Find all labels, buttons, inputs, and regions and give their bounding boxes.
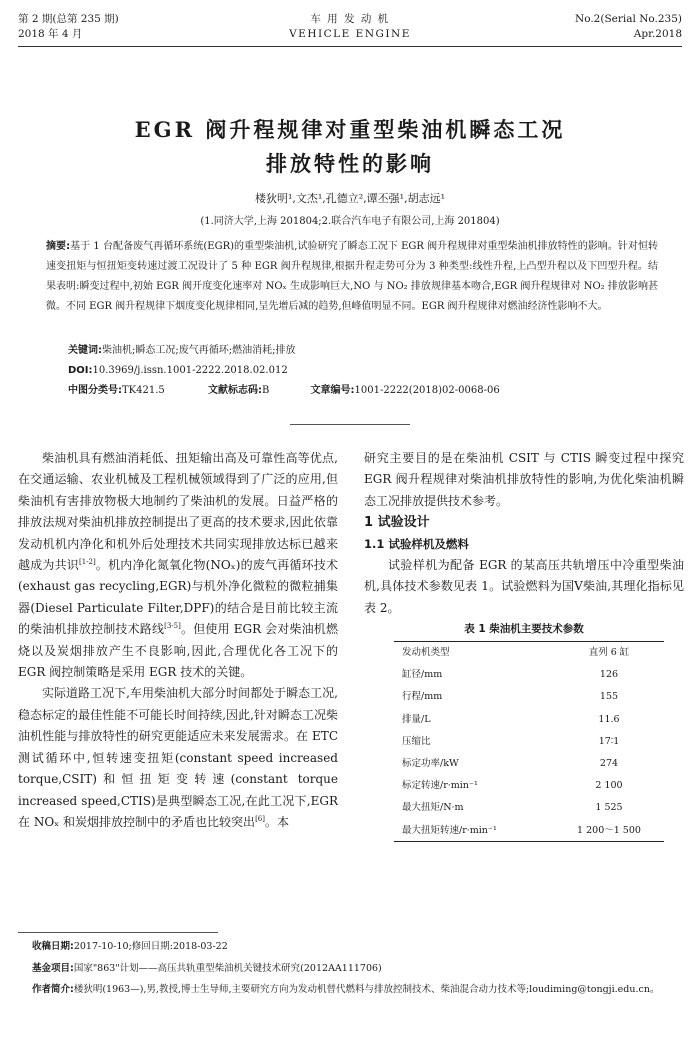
intro-p1-text-b: 。机内净化氮氧化物(NOₓ)的废气再循环技术(exhaust gas recycling,EGR)与机外净化微粒的微粒捕集器(Diesel Particulate Filter,DPF)的结合是目前比较主流的柴油机排放控制技术路线 xyxy=(18,558,338,637)
classification-line xyxy=(68,381,658,401)
footnote-fund xyxy=(32,960,684,978)
table-cell-value: 1 200～1 500 xyxy=(577,824,641,836)
fund-text: 国家"863"计划——高压共轨重型柴油机关键技术研究(2012AA111706) xyxy=(73,963,382,974)
intro-paragraph-3: 研究主要目的是在柴油机 CSIT 与 CTIS 瞬变过程中探究 EGR 阀升程规律对柴油机排放特性的影响,为优化柴油机瞬态工况排放提供技术参考。 xyxy=(364,451,684,508)
abstract xyxy=(46,237,658,317)
footnote-author xyxy=(32,981,684,999)
table-1 xyxy=(394,641,664,843)
intro-p1-text-a: 柴油机具有燃油消耗低、扭矩输出高及可靠性高等优点,在交通运输、农业机械及工程机械领域得到了广泛的应用,但柴油机有害排放物极大地制约了柴油机的发展。日益严格的排放法规对柴油机排放控制提出了更高的技术要求,因此依靠发动机机内净化和机外后处理技术共同实现排放达标已越来越成为共识 xyxy=(18,451,338,573)
keywords-label: 关键词: xyxy=(68,345,102,356)
intro-p2-text-a: 实际道路工况下,车用柴油机大部分时间都处于瞬态工况,稳态标定的最佳性能不可能长时间持续,因此,针对瞬态工况柴油机性能与排放特性的研究更能适应未来发展需求。在 ETC 测试循环中,恒转速变扭矩(constant speed increased torque,CSIT)和恒扭矩变转速(constant torque increased speed,CTIS)是典型瞬态工况,在此工况下,EGR 在 NOₓ 和炭烟排放控制中的矛盾也比较突出 xyxy=(18,686,338,829)
abstract-divider xyxy=(290,424,410,425)
paper-title-line1: EGR 阀升程规律对重型柴油机瞬态工况 xyxy=(134,117,566,142)
table-cell-param: 行程/mm xyxy=(402,691,443,703)
affiliation: (1.同济大学,上海 201804;2.联合汽车电子有限公司,上海 201804) xyxy=(200,216,500,227)
table-cell-param: 最大扭矩转速/r·min⁻¹ xyxy=(402,824,497,836)
footnote-rule xyxy=(18,932,218,933)
section-heading-1-1: 1.1 试验样机及燃料 xyxy=(364,536,469,551)
table-row xyxy=(394,775,664,797)
table-cell-value: 17∶1 xyxy=(598,735,620,747)
fund-label: 基金项目: xyxy=(32,963,74,974)
table-cell-value: 直列 6 缸 xyxy=(588,647,630,659)
table-row xyxy=(394,819,664,842)
journal-name-cn: 车 用 发 动 机 xyxy=(310,13,390,25)
clc-label: 中图分类号: xyxy=(68,385,122,396)
table-row xyxy=(394,664,664,686)
keywords-text: 柴油机;瞬态工况;废气再循环;燃油消耗;排放 xyxy=(102,345,296,356)
table-cell-param: 标定功率/kW xyxy=(402,757,459,769)
serial-date: Apr.2018 xyxy=(633,28,682,40)
table-row xyxy=(394,797,664,819)
table-cell-param: 排量/L xyxy=(402,713,431,725)
article-no-label: 文章编号: xyxy=(310,385,355,396)
doi-label: DOI: xyxy=(68,365,93,376)
paper-title-line2: 排放特性的影响 xyxy=(266,151,434,176)
table-1-caption: 表 1 柴油机主要技术参数 xyxy=(464,623,584,636)
table-cell-param: 压缩比 xyxy=(402,735,431,747)
table-cell-value: 155 xyxy=(599,691,619,703)
keywords xyxy=(68,341,658,361)
dates-text: 2017-10-10;修回日期:2018-03-22 xyxy=(73,941,228,952)
right-column xyxy=(364,448,684,842)
citation-ref[interactable]: [1-2] xyxy=(78,558,96,567)
abstract-label: 摘要: xyxy=(46,241,71,252)
dates-label: 收稿日期: xyxy=(32,941,74,952)
author-bio-label: 作者简介: xyxy=(32,984,74,995)
intro-p2-text-b: 。本 xyxy=(264,814,289,829)
table-cell-param: 标定转速/r·min⁻¹ xyxy=(402,780,478,792)
citation-ref[interactable]: [6] xyxy=(255,814,265,823)
table-cell-param: 最大扭矩/N·m xyxy=(402,802,464,814)
doi xyxy=(68,361,658,381)
issue-date: 2018 年 4 月 xyxy=(18,28,83,40)
table-cell-param: 发动机类型 xyxy=(402,647,450,659)
intro-paragraph-1 xyxy=(18,448,338,683)
table-row xyxy=(394,730,664,752)
intro-p1-text-c: 。但使用 EGR 会对柴油机燃烧以及炭烟排放产生不良影响,因此,合理优化各工况下的 EGR 阀控制策略是采用 EGR 技术的关键。 xyxy=(18,622,338,680)
issue-number: 第 2 期(总第 235 期) xyxy=(18,13,119,25)
table-cell-value: 126 xyxy=(599,669,619,681)
author-list: 楼狄明¹,文杰¹,孔德立²,谭丕强¹,胡志远¹ xyxy=(254,192,446,205)
table-row xyxy=(394,753,664,775)
journal-name-en: VEHICLE ENGINE xyxy=(289,28,411,40)
intro-paragraph-2 xyxy=(18,683,338,833)
abstract-text: 基于 1 台配备废气再循环系统(EGR)的重型柴油机,试验研究了瞬态工况下 EGR 阀升程规律对重型柴油机排放特性的影响。针对恒转速变扭矩与恒扭矩变转速过渡工况设计了 5 种 EGR 阀升程规律,根据升程走势可分为 3 种类型:线性升程,上凸型升程以及下凹型升程。结果表明:瞬变过程中,初始 EGR 阀开度变化速率对 NOₓ 生成影响巨大,NO 与 NO₂ 排放规律基本吻合,EGR 阀升程规律对 NO₂ 排放影响甚微。不同 EGR 阀升程规律下烟度变化规律相同,呈先增后减的趋势,但峰值明显不同。EGR 阀升程规律对燃油经济性影响不大。 xyxy=(46,241,658,312)
serial-number: No.2(Serial No.235) xyxy=(575,13,682,25)
left-column xyxy=(18,448,338,833)
table-cell-value: 274 xyxy=(599,757,619,769)
author-bio-text: 楼狄明(1963—),男,教授,博士生导师,主要研究方向为发动机替代燃料与排放控制技术、柴油混合动力技术等;loudiming@tongji.edu.cn。 xyxy=(73,984,660,995)
table-row xyxy=(394,686,664,708)
table-row xyxy=(394,708,664,730)
table-cell-value: 11.6 xyxy=(598,713,620,725)
section-heading-1: 1 试验设计 xyxy=(364,515,430,531)
doi-text: 10.3969/j.issn.1001-2222.2018.02.012 xyxy=(92,365,288,376)
table-cell-param: 缸径/mm xyxy=(402,669,443,681)
doccode-label: 文献标志码: xyxy=(207,385,262,396)
doccode-value: B xyxy=(261,385,270,396)
section-1-1-paragraph: 试验样机为配备 EGR 的某高压共轨增压中冷重型柴油机,具体技术参数见表 1。试验燃料为国Ⅴ柴油,其理化指标见表 2。 xyxy=(364,558,684,615)
table-row xyxy=(394,641,664,664)
table-cell-value: 1 525 xyxy=(595,802,623,814)
clc-value: TK421.5 xyxy=(122,385,165,396)
journal-serial-info xyxy=(575,12,682,42)
citation-ref[interactable]: [3-5] xyxy=(164,622,181,631)
article-no-value: 1001-2222(2018)02-0068-06 xyxy=(354,385,500,396)
header-rule xyxy=(18,46,682,47)
footnote-dates xyxy=(32,938,684,956)
table-cell-value: 2 100 xyxy=(595,780,623,792)
